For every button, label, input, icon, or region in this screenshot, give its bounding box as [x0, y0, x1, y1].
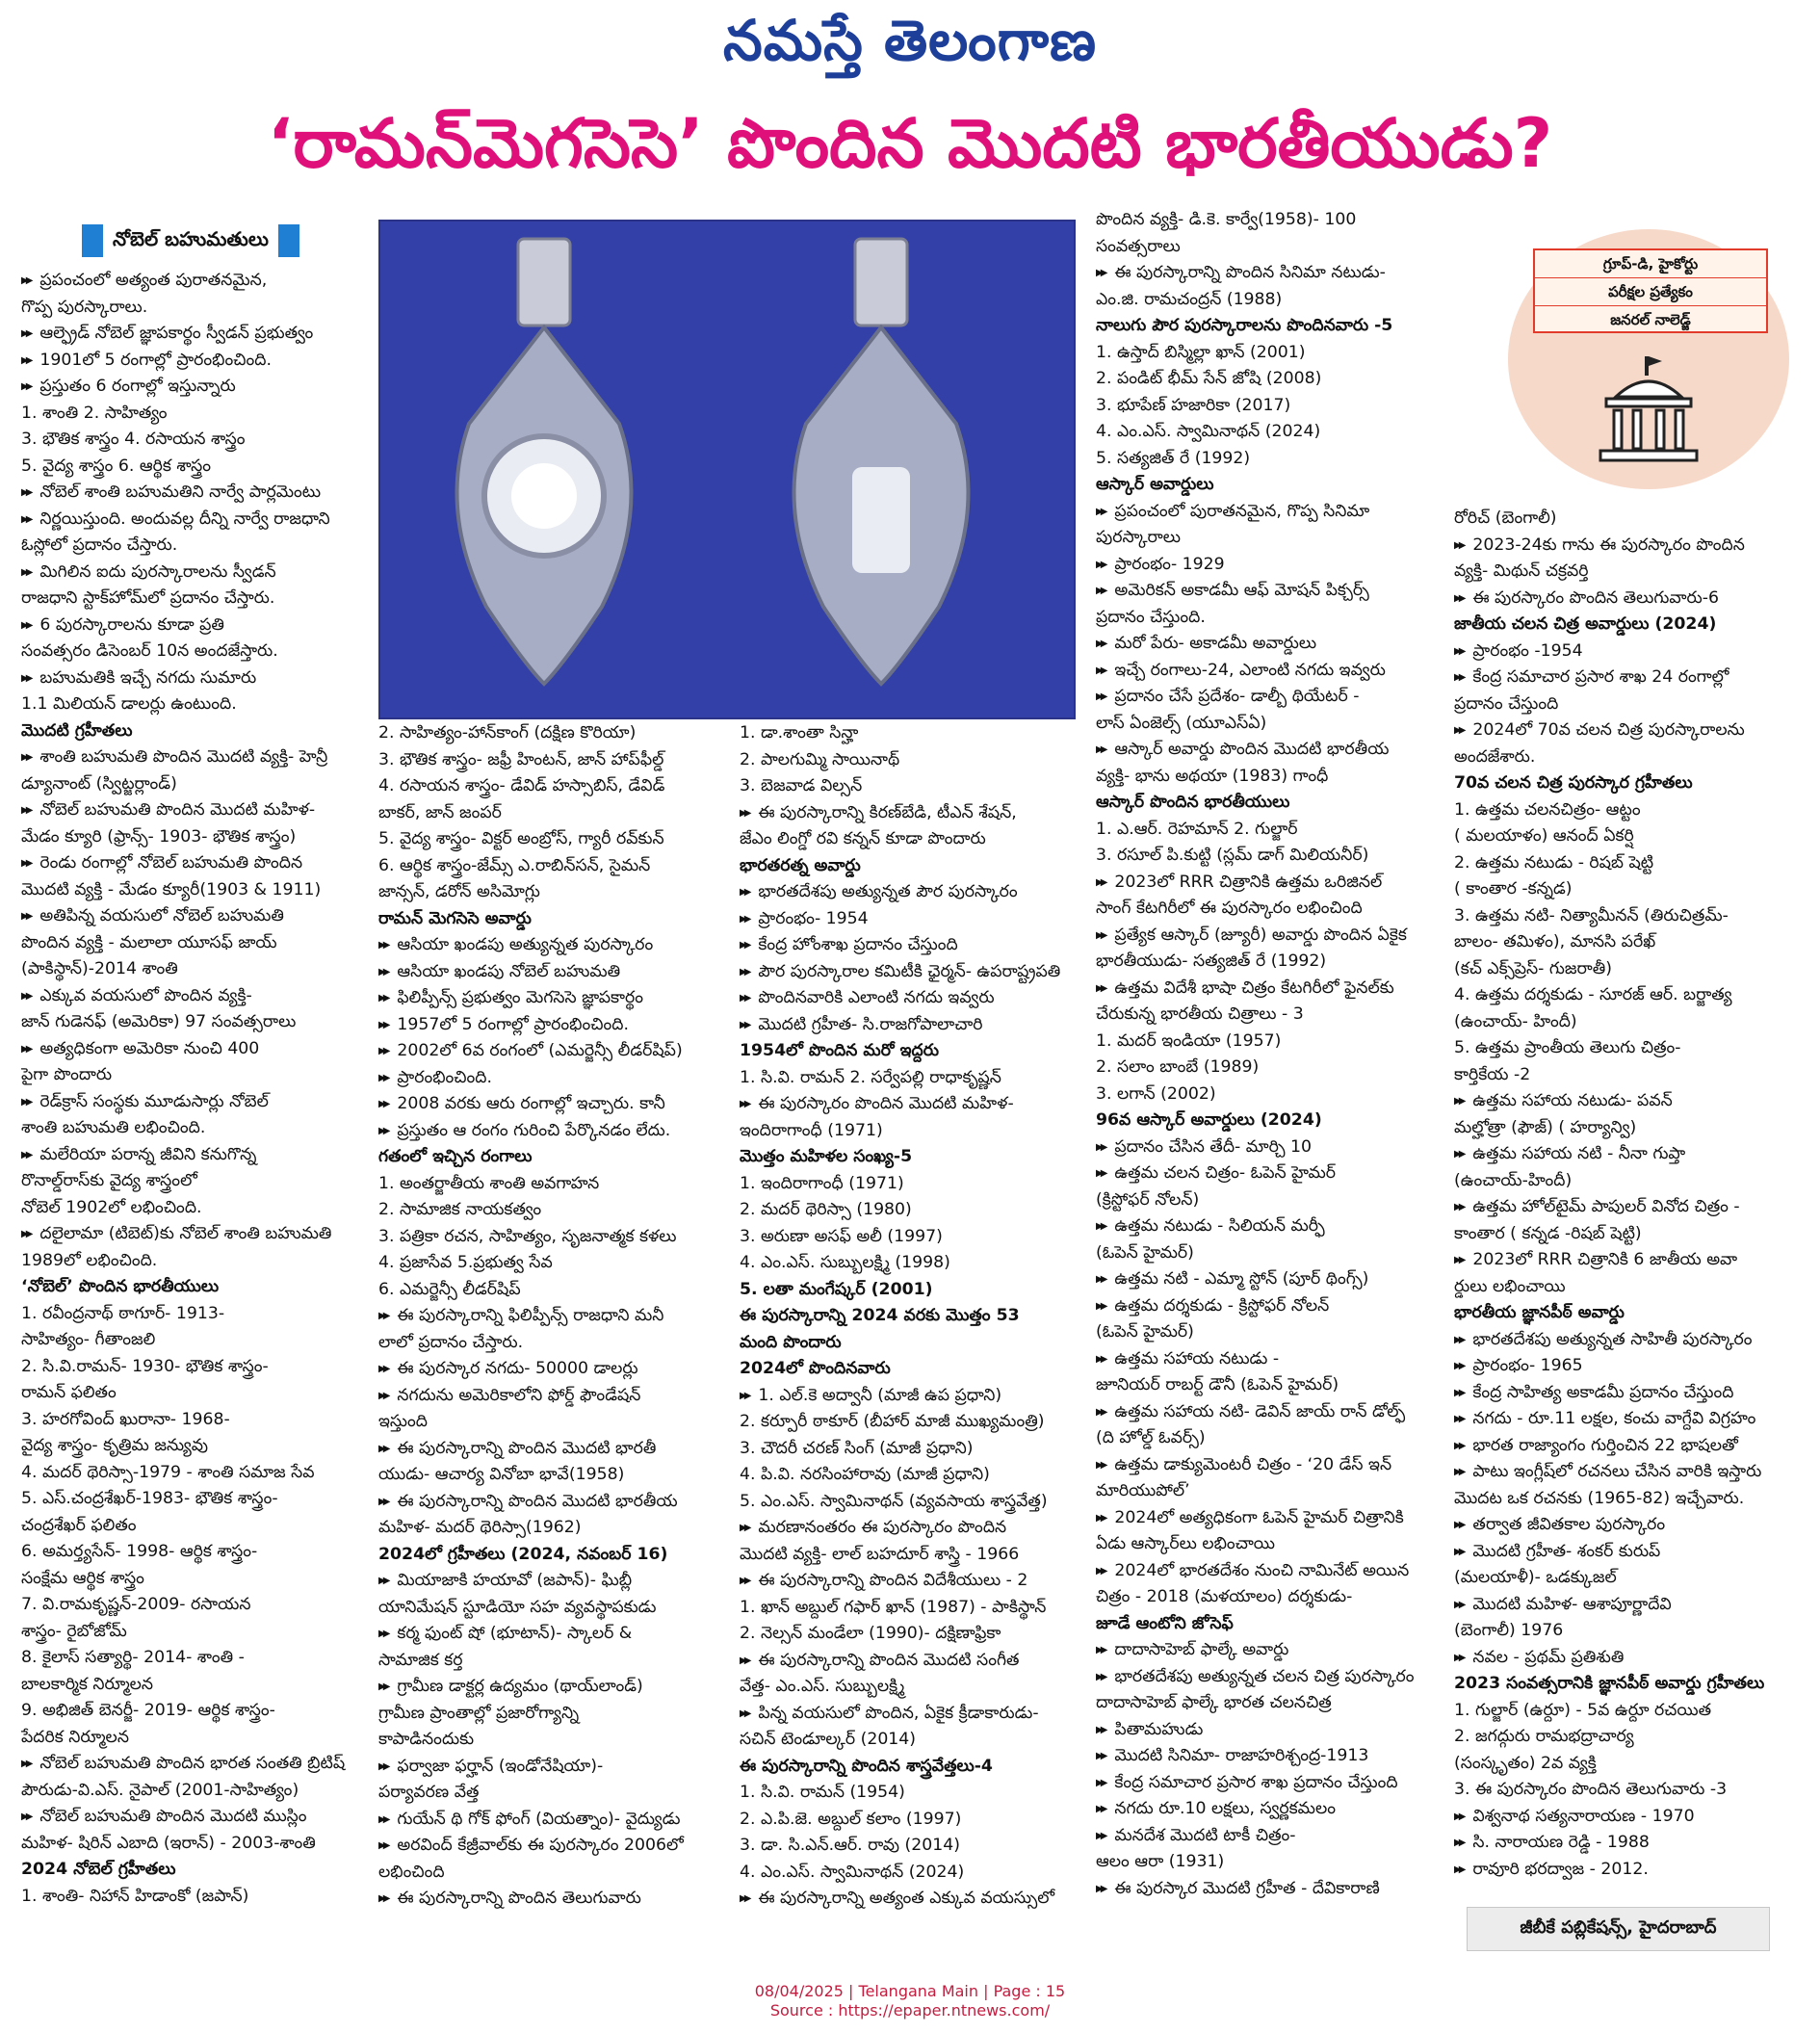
c3-line: 1. డా.శాంతా సిన్హా	[740, 723, 859, 743]
c4-line: ▶▶ దాదాసాహెబ్ ఫాల్కే అవార్డు	[1096, 1637, 1452, 1664]
c4-line: ఆలం ఆరా (1931)	[1096, 1852, 1225, 1871]
c1-line: ▶▶ నోబెల్ బహుమతి పొందిన మొదటి మహిళ-	[21, 797, 363, 824]
c2-line: 2024లో గ్రహీతలు (2024, నవంబర్ 16)	[378, 1544, 668, 1564]
c3-line: 4. ఎం.ఎస్. స్వామినాథన్ (2024)	[740, 1862, 965, 1882]
column-4	[1096, 207, 1452, 1902]
c1-line: సాహిత్యం- గీతాంజలి	[21, 1330, 156, 1349]
c3-line: 1. ఖాన్ అబ్దుల్ గఫార్ ఖాన్ (1987) - పాకిస్థాన్	[740, 1597, 1047, 1617]
c4-line: జూడే ఆంటోని జోసెఫ్	[1096, 1613, 1234, 1633]
c2-line: ▶▶ ఈ పురస్కారాన్ని ఫిలిప్పీన్స్ రాజధాని మనీ	[378, 1303, 740, 1330]
c5-line: ▶▶ కేంద్ర సాహిత్య అకాడమీ ప్రదానం చేస్తుంది	[1454, 1380, 1803, 1407]
c1-line: 1. శాంతి- నిహాన్ హిడాంకో (జపాన్)	[21, 1886, 249, 1906]
c3-line: 3. అరుణా అసఫ్ అలీ (1997)	[740, 1226, 943, 1246]
c5-line: 2. జగద్గురు రామభద్రాచార్య	[1454, 1727, 1634, 1746]
c3-line: ▶▶ ఈ పురస్కారం పొందిన మొదటి మహిళ-	[740, 1091, 1096, 1118]
c3-line: 3. డా. సి.ఎన్.ఆర్. రావు (2014)	[740, 1836, 961, 1855]
c5-line: ▶▶ నవల - ప్రథమ్ ప్రతిశుతి	[1454, 1645, 1803, 1672]
c4-line: దాదాసాహెబ్ ఫాల్కే భారత చలనచిత్ర	[1096, 1693, 1332, 1712]
c4-line: ▶▶ ఈ పురస్కార మొదటి గ్రహీత - దేవికారాణి	[1096, 1876, 1452, 1903]
c5-line: (కచ్ ఎక్స్‌ప్రెస్- గుజరాతీ)	[1454, 958, 1612, 978]
c5-line: ▶▶ రావూరి భరద్వాజ - 2012.	[1454, 1857, 1803, 1884]
c3-line: 5. లతా మంగేష్కర్ (2001)	[740, 1279, 933, 1299]
c4-line: జూనియర్ రాబర్ట్ డౌనీ (ఓపెన్ హైమర్)	[1096, 1375, 1339, 1394]
c5-line: ▶▶ సి. నారాయణ రెడ్డి - 1988	[1454, 1830, 1803, 1857]
c2-line: ▶▶ ఆసియా ఖండపు నోబెల్ బహుమతి	[378, 959, 740, 986]
c4-line: ▶▶ ఉత్తమ సహాయ నటి- డెవిన్ జాయ్ రాన్ డోల్ఫ్	[1096, 1399, 1452, 1426]
c4-line: చిత్రం - 2018 (మళయాలం) దర్శకుడు-	[1096, 1587, 1353, 1606]
c3-line: ▶▶ పిన్న వయసులో పొందిన, ఏకైక క్రీడాకారుడు-	[740, 1701, 1096, 1728]
c5-line: 4. ఉత్తమ దర్శకుడు - సూరజ్ ఆర్. బర్జాత్య	[1454, 985, 1732, 1004]
c5-line: ▶▶ ఈ పురస్కారం పొందిన తెలుగువారు-6	[1454, 586, 1803, 613]
c4-line: ▶▶ ప్రారంభం- 1929	[1096, 552, 1452, 579]
c3-line: ▶▶ ఈ పురస్కారాన్ని కిరణ్‌బేడి, టీఎన్ శేషన్,	[740, 800, 1096, 827]
c4-line: ▶▶ ఇచ్చే రంగాలు-24, ఎలాంటి నగదు ఇవ్వరు	[1096, 658, 1452, 685]
c1-line: పేదరిక నిర్మూలన	[21, 1727, 129, 1747]
c1-line: ‘నోబెల్’ పొందిన భారతీయులు	[21, 1277, 220, 1296]
c4-line: ▶▶ కేంద్ర సమాచార ప్రసార శాఖ ప్రదానం చేస్తుంది	[1096, 1770, 1452, 1797]
c2-line: ▶▶ ఈ పురస్కారాన్ని పొందిన తెలుగువారు	[378, 1886, 740, 1913]
c5-line: 3. ఉత్తమ నటి- నిత్యామీనన్ (తిరుచిత్రమ్-	[1454, 905, 1729, 925]
medals-illustration	[380, 222, 1074, 717]
c5-line: జాతీయ చలన చిత్ర అవార్డులు (2024)	[1454, 614, 1717, 634]
c3-line: మొదటి వ్యక్తి- లాల్ బహదూర్ శాస్త్రి - 1966	[740, 1544, 1020, 1564]
c5-line: (ఉంచాయ్- హిందీ)	[1454, 1011, 1577, 1031]
c5-line: ▶▶ ఉత్తమ హోల్‌టైమ్ పాపులర్ వినోద చిత్రం -	[1454, 1194, 1803, 1221]
c3-line: ఇందిరాగాంధీ (1971)	[740, 1120, 883, 1140]
c2-line: మహిళ- మదర్ థెరిస్సా(1962)	[378, 1518, 582, 1537]
c2-line: గ్రామీణ ప్రాంతాల్లో ప్రజారోగ్యాన్ని	[378, 1703, 580, 1723]
c1-line: ▶▶ ఆల్ఫ్రెడ్ నోబెల్ జ్ఞాపకార్థం స్వీడన్ ప్రభుత్వం	[21, 321, 363, 348]
c2-line: ▶▶ ప్రస్తుతం ఆ రంగం గురించి పేర్కొనడం లేదు.	[378, 1118, 740, 1145]
c5-line: (మలయాళీ)- ఒడక్కుజల్	[1454, 1568, 1617, 1587]
c5-line: రోరిచ్ (బెంగాలీ)	[1454, 508, 1557, 528]
c1-line: ▶▶ రెండు రంగాల్లో నోబెల్ బహుమతి పొందిన	[21, 850, 363, 877]
c2-line: బాకర్, జాన్ జంపర్	[378, 802, 502, 822]
c4-line: 3. లగాన్ (2002)	[1096, 1083, 1216, 1104]
c2-line: యుడు- ఆచార్య వినోబా భావే(1958)	[378, 1465, 625, 1484]
c2-line: ▶▶ మియాజాకి హయావో (జపాన్)- ఘిబ్లీ	[378, 1568, 740, 1595]
c1-line: ▶▶ అత్యధికంగా అమెరికా నుంచి 400	[21, 1036, 363, 1063]
c1-line: పైగా పొందారు	[21, 1065, 113, 1084]
c1-line: 1.1 మిలియన్ డాలర్లు ఉంటుంది.	[21, 694, 237, 714]
c4-line: ▶▶ ఈ పురస్కారాన్ని పొందిన సినిమా నటుడు-	[1096, 260, 1452, 287]
c4-line: పొందిన వ్యక్తి- డి.కె. కార్వే(1958)- 100	[1096, 210, 1357, 229]
c2-line: 1. అంతర్జాతీయ శాంతి అవగాహన	[378, 1173, 600, 1193]
c4-line: మారియుపోల్’	[1096, 1481, 1190, 1500]
c2-line: 2. సామాజిక నాయకత్వం	[378, 1200, 542, 1219]
c1-line: (పాకిస్థాన్)-2014 శాంతి	[21, 959, 178, 978]
c2-line: గతంలో ఇచ్చిన రంగాలు	[378, 1147, 533, 1166]
c1-line: ▶▶ నిర్ణయిస్తుంది. అందువల్ల దీన్ని నార్వే రాజధాని	[21, 507, 363, 534]
c4-line: 1. ఎ.ఆర్. రెహమాన్ 2. గుల్జార్	[1096, 819, 1298, 839]
c1-line: ▶▶ నోబెల్ శాంతి బహుమతిని నార్వే పార్లమెంటు	[21, 480, 363, 507]
c1-line: ▶▶ మలేరియా పరాన్న జీవిని కనుగొన్న	[21, 1142, 363, 1169]
c1-line: ▶▶ రెడ్‌క్రాస్ సంస్థకు మూడుసార్లు నోబెల్	[21, 1089, 363, 1116]
c2-line: ▶▶ ఈ పురస్కారాన్ని పొందిన మొదటి భారతీయ	[378, 1489, 740, 1516]
c5-line: మల్హోత్రా (ఫౌజ్) ( హర్యాన్వి)	[1454, 1117, 1637, 1137]
header-left-block	[82, 224, 103, 257]
c5-line: భారతీయ జ్ఞానపీఠ్ అవార్డు	[1454, 1303, 1625, 1322]
c1-line: ▶▶ నోబెల్ బహుమతి పొందిన మొదటి ముస్లిం	[21, 1804, 363, 1831]
c4-line: ▶▶ 2023లో RRR చిత్రానికి ఉత్తమ ఒరిజినల్	[1096, 870, 1452, 897]
publisher-credit: జీబీకే పబ్లికేషన్స్, హైదరాబాద్	[1467, 1907, 1770, 1951]
c1-line: 9. అభిజిత్ బెనర్జీ- 2019- ఆర్థిక శాస్త్రం-	[21, 1701, 275, 1720]
c5-line: ( మలయాళం) ఆనంద్ ఏకర్షి	[1454, 826, 1634, 846]
c1-line: 5. ఎస్.చంద్రశేఖర్-1983- భౌతిక శాస్త్రం-	[21, 1489, 278, 1508]
c4-line: ▶▶ ఉత్తమ నటుడు - సిలియన్ మర్ఫీ	[1096, 1213, 1452, 1240]
c5-line: (సంస్కృతం) 2వ వ్యక్తి	[1454, 1753, 1597, 1773]
c3-line: ఈ పురస్కారాన్ని 2024 వరకు మొత్తం 53	[740, 1306, 1020, 1325]
c4-line: (ఓపెన్ హైమర్)	[1096, 1322, 1194, 1342]
c5-line: ▶▶ 2024లో 70వ చలన చిత్ర పురస్కారాలను	[1454, 717, 1803, 744]
c5-line: కాంతార ( కన్నడ -రిషబ్ షెట్టి)	[1454, 1223, 1642, 1243]
c2-line: ▶▶ గుయేన్ థి గోక్ ఫోంగ్ (వియత్నాం)- వైద్యుడు	[378, 1807, 740, 1834]
c1-line: ▶▶ నోబెల్ బహుమతి పొందిన భారత సంతతి బ్రిటిష్	[21, 1751, 363, 1778]
c2-line: ▶▶ ఆసియా ఖండపు అత్యున్నత పురస్కారం	[378, 932, 740, 959]
badge-line-2: పరీక్షల ప్రత్యేకం	[1535, 278, 1766, 306]
c2-line: 6. ఎమర్జెన్సీ లీడర్‌షిప్	[378, 1279, 521, 1299]
c4-line: ▶▶ పితామహుడు	[1096, 1717, 1452, 1744]
c4-line: భారతీయుడు- సత్యజిత్ రే (1992)	[1096, 951, 1327, 971]
c2-line: లాలో ప్రదానం చేస్తారు.	[378, 1332, 524, 1352]
c4-line: ▶▶ ప్రపంచంలో పురాతనమైన, గొప్ప సినిమా	[1096, 499, 1452, 526]
c5-line: ▶▶ 2023లో RRR చిత్రానికి 6 జాతీయ అవా	[1454, 1247, 1803, 1274]
c5-line: మొదట ఒక రచనకు (1965-82) ఇచ్చేవారు.	[1454, 1488, 1745, 1508]
c4-line: ▶▶ ఉత్తమ విదేశీ భాషా చిత్రం కేటగిరీలో ఫైనల్‌కు	[1096, 976, 1452, 1003]
c1-line: ▶▶ శాంతి బహుమతి పొందిన మొదటి వ్యక్తి- హెన్రీ	[21, 744, 363, 771]
c1-line: 7. వి.రామకృష్ణన్-2009- రసాయన	[21, 1595, 251, 1614]
column-3	[740, 720, 1096, 1913]
c1-line: రొనాల్డ్‌రాస్‌కు వైద్య శాస్త్రంలో	[21, 1171, 197, 1190]
c2-line: యానిమేషన్ స్టూడియో సహ వ్యవస్థాపకుడు	[378, 1597, 657, 1617]
c3-line: 2. నెల్సన్ మండేలా (1990)- దక్షిణాఫ్రికా	[740, 1624, 1001, 1643]
c2-line: ▶▶ ఈ పురస్కార నగదు- 50000 డాలర్లు	[378, 1356, 740, 1383]
c2-line: జాన్సన్, డరోన్ అసిమోగ్లు	[378, 882, 540, 901]
c4-line: ▶▶ ఉత్తమ నటి - ఎమ్మా స్టోన్ (పూర్ థింగ్స్)	[1096, 1266, 1452, 1293]
c1-line: ▶▶ దలైలామా (టిబెట్)కు నోబెల్ శాంతి బహుమతి	[21, 1221, 363, 1248]
c3-line: ▶▶ కేంద్ర హోంశాఖ ప్రదానం చేస్తుంది	[740, 932, 1096, 959]
c4-line: 3. భూపేణ్ హజారికా (2017)	[1096, 395, 1291, 415]
c4-line: ఆస్కార్ పొందిన భారతీయులు	[1096, 793, 1290, 812]
c3-line: 1. సి.వి. రామన్ 2. సర్వేపల్లి రాధాకృష్ణన్	[740, 1067, 1001, 1087]
c4-line: ▶▶ మరో పేరు- అకాడమీ అవార్డులు	[1096, 631, 1452, 658]
c3-line: 3. బెజవాడ విల్సన్	[740, 776, 863, 795]
c4-line: చేరుకున్న భారతీయ చిత్రాలు - 3	[1096, 1004, 1304, 1024]
c2-line: 2. సాహిత్యం-హాన్‌కాంగ్ (దక్షిణ కొరియా)	[378, 723, 637, 743]
column-2	[378, 720, 740, 1913]
c2-line: పర్యావరణ వేత్త	[378, 1783, 480, 1802]
c1-line: నోబెల్ 1902లో లభించింది.	[21, 1197, 202, 1217]
masthead: నమస్తే తెలంగాణ	[723, 8, 1097, 73]
c1-line: సంక్షేమ ఆర్థిక శాస్త్రం	[21, 1568, 144, 1588]
c5-line: అందజేశారు.	[1454, 746, 1536, 767]
c3-line: 1. సి.వి. రామన్ (1954)	[740, 1783, 905, 1802]
c2-line: ▶▶ 2002లో 6వ రంగంలో (ఎమర్జెన్సీ లీడర్‌షిప్)	[378, 1038, 740, 1065]
c4-line: ▶▶ భారతదేశపు అత్యున్నత చలన చిత్ర పురస్కారం	[1096, 1664, 1452, 1691]
c3-line: 4. ఎం.ఎస్. సుబ్బులక్ష్మి (1998)	[740, 1253, 950, 1272]
footer-source: Source : https://epaper.ntnews.com/	[769, 2001, 1051, 2020]
c5-line: ▶▶ పాటు ఇంగ్లీష్‌లో రచనలు చేసిన వారికి ఇస్తారు	[1454, 1459, 1803, 1486]
c1-line: 8. కైలాస్ సత్యార్థి- 2014- శాంతి -	[21, 1648, 245, 1667]
c2-line: ▶▶ ఫిలిప్పీన్స్ ప్రభుత్వం మెగసెసె జ్ఞాపకార్థం	[378, 985, 740, 1012]
c1-line: మొదటి గ్రహీతలు	[21, 720, 133, 741]
c5-line: కార్తికేయ -2	[1454, 1064, 1531, 1084]
c5-line: 70వ చలన చిత్ర పురస్కార గ్రహీతలు	[1454, 773, 1693, 793]
c3-line: 5. ఎం.ఎస్. స్వామినాథన్ (వ్యవసాయ శాస్త్రవేత్త)	[740, 1491, 1048, 1511]
c4-line: 2. పండిట్ భీమ్ సేన్ జోషి (2008)	[1096, 369, 1322, 388]
c5-line: వ్యక్తి- మిథున్ చక్రవర్తి	[1454, 561, 1589, 581]
badge-line-3: జనరల్ నాలెడ్జ్	[1610, 311, 1691, 328]
c5-line: ▶▶ భారత రాజ్యాంగం గుర్తించిన 22 భాషలతో	[1454, 1433, 1803, 1460]
c5-line: 2. ఉత్తమ నటుడు - రిషబ్ షెట్టి	[1454, 852, 1654, 873]
c1-line: ▶▶ ప్రస్తుతం 6 రంగాల్లో ఇస్తున్నారు	[21, 374, 363, 401]
page-footer	[0, 1982, 1820, 2020]
c4-line: సాంగ్ కేటగిరీలో ఈ పురస్కారం లభించింది	[1096, 899, 1363, 918]
c1-line: రాజధాని స్టాక్‌హోమ్‌లో ప్రదానం చేస్తారు.	[21, 588, 275, 608]
c1-line: 1. శాంతి 2. సాహిత్యం	[21, 403, 168, 423]
c4-line: ▶▶ ప్రదానం చేసిన తేదీ- మార్చి 10	[1096, 1134, 1452, 1161]
c4-line: ▶▶ అమెరికన్ అకాడమీ ఆఫ్ మోషన్ పిక్చర్స్	[1096, 578, 1452, 605]
c1-line: ▶▶ అతిపిన్న వయసులో నోబెల్ బహుమతి	[21, 903, 363, 930]
c3-line: ఈ పురస్కారాన్ని పొందిన శాస్త్రవేత్తలు-4	[740, 1756, 993, 1776]
c1-line: జాన్ గుడెనఫ్ (అమెరికా) 97 సంవత్సరాలు	[21, 1012, 297, 1031]
c2-line: 4. రసాయన శాస్త్రం- డేవిడ్ హస్సాబిస్, డేవిడ్	[378, 776, 665, 795]
c2-line: ▶▶ 1957లో 5 రంగాల్లో ప్రారంభించింది.	[378, 1012, 740, 1039]
c2-line: 6. ఆర్థిక శాస్త్రం-జేమ్స్ ఎ.రాబిన్‌సన్, సైమన్	[378, 855, 651, 875]
c1-line: 1989లో లభించింది.	[21, 1250, 158, 1270]
c5-line: 1. గుల్జార్ (ఉర్దూ) - 5వ ఉర్దూ రచయిత	[1454, 1700, 1712, 1720]
c3-line: భారతరత్న అవార్డు	[740, 855, 861, 875]
c5-line: ▶▶ ఉత్తమ సహాయ నటుడు- పవన్	[1454, 1088, 1803, 1115]
c1-line: మేడం క్యూరి (ఫ్రాన్స్- 1903- భౌతిక శాస్త్రం)	[21, 826, 297, 847]
c4-line: 1. మదర్ ఇండియా (1957)	[1096, 1030, 1282, 1051]
c4-line: ▶▶ ఉత్తమ చలన చిత్రం- ఓపెన్ హైమర్	[1096, 1160, 1452, 1187]
c3-line: 4. పి.వి. నరసింహారావు (మాజీ ప్రధాని)	[740, 1465, 990, 1484]
c5-line: ర్డులు లభించాయి	[1454, 1276, 1566, 1296]
c4-line: (ఓపెన్ హైమర్)	[1096, 1242, 1194, 1263]
c5-line: ▶▶ భారతదేశపు అత్యున్నత సాహితీ పురస్కారం	[1454, 1327, 1803, 1354]
c5-line: (బెంగాలీ) 1976	[1454, 1621, 1564, 1640]
c2-line: ▶▶ ఈ పురస్కారాన్ని పొందిన మొదటి భారతీ	[378, 1436, 740, 1463]
c4-line: లాస్ ఏంజెల్స్ (యూఎస్ఏ)	[1096, 713, 1267, 733]
c1-line: 3. భౌతిక శాస్త్రం 4. రసాయన శాస్త్రం	[21, 430, 246, 449]
c1-line: డ్యూనాంట్ (స్విట్జర్లాండ్)	[21, 773, 177, 794]
c3-line: సచిన్ టెండూల్కర్ (2014)	[740, 1730, 917, 1749]
c2-line: 4. ప్రజాసేవ 5.ప్రభుత్వ సేవ	[378, 1253, 553, 1272]
c4-line: ▶▶ ప్రత్యేక ఆస్కార్ (జ్యూరీ) అవార్డు పొందిన ఏకైక	[1096, 923, 1452, 950]
c3-line: ▶▶ మరణానంతరం ఈ పురస్కారం పొందిన	[740, 1515, 1096, 1542]
c3-line: ▶▶ 1. ఎల్.కె అద్వానీ (మాజీ ఉప ప్రధాని)	[740, 1383, 1096, 1410]
c4-line: (క్రిస్టోఫర్ నోలన్)	[1096, 1189, 1200, 1210]
c1-line: పౌరుడు-వి.ఎస్. నైపాల్ (2001-సాహిత్యం)	[21, 1780, 299, 1800]
c2-line: ▶▶ కర్మ ఫుంట్ షో (భూటాన్)- స్కాలర్ &	[378, 1621, 740, 1648]
c1-line: మహిళ- షిరిన్ ఎబాది (ఇరాన్) - 2003-శాంతి	[21, 1833, 316, 1853]
c5-line: బాలం- తమిళం), మానసి పరేఖ్	[1454, 932, 1656, 951]
c5-line: ▶▶ 2023-24కు గాను ఈ పురస్కారం పొందిన	[1454, 533, 1803, 560]
c4-line: 3. రసూల్ పి.కుట్టి (స్లమ్ డాగ్ మిలియనీర్)	[1096, 846, 1369, 865]
c5-line: ▶▶ ఉత్తమ సహాయ నటి - నీనా గుప్తా	[1454, 1141, 1803, 1168]
c5-line: ▶▶ కేంద్ర సమాచార ప్రసార శాఖ 24 రంగాల్లో	[1454, 665, 1803, 691]
bharat-ratna-medals-image	[378, 220, 1076, 719]
c4-line: 2. సలాం బాంబే (1989)	[1096, 1057, 1260, 1077]
c3-line: ▶▶ ఈ పురస్కారాన్ని పొందిన విదేశీయులు - 2	[740, 1568, 1096, 1595]
c1-line: చంద్రశేఖర్ ఫలితం	[21, 1515, 137, 1535]
c4-line: ▶▶ ఉత్తమ డాక్యుమెంటరీ చిత్రం - ‘20 డేస్ ఇన్	[1096, 1452, 1452, 1479]
c1-line: ▶▶ 1901లో 5 రంగాల్లో ప్రారంభించింది.	[21, 348, 363, 375]
c4-line: వ్యక్తి- భాను అథయా (1983) గాంధీ	[1096, 766, 1329, 786]
c2-line: 3. పత్రికా రచన, సాహిత్యం, సృజనాత్మక కళలు	[378, 1226, 677, 1246]
c3-line: 2. పాలగుమ్మి సాయినాథ్	[740, 749, 900, 769]
c1-line: వైద్య శాస్త్రం- కృత్రిమ జన్యువు	[21, 1436, 209, 1455]
c1-line: ▶▶ బహుమతికి ఇచ్చే నగదు సుమారు	[21, 665, 363, 692]
c1-line: పొందిన వ్యక్తి - మలాలా యూసఫ్ జాయ్	[21, 932, 277, 952]
c3-line: 2. ఎ.పి.జె. అబ్దుల్ కలాం (1997)	[740, 1809, 962, 1829]
c3-line: ▶▶ పొందినవారికి ఎలాంటి నగదు ఇవ్వరు	[740, 985, 1096, 1012]
c2-line: ▶▶ గ్రామీణ డాక్టర్ల ఉద్యమం (థాయ్‌లాండ్)	[378, 1674, 740, 1701]
c4-line: ▶▶ నగదు రూ.10 లక్షలు, స్వర్ణకమలం	[1096, 1796, 1452, 1823]
c4-line: ▶▶ 2024లో భారతదేశం నుంచి నామినేట్ అయిన	[1096, 1558, 1452, 1585]
c3-line: జేఎం లింగ్డో రవి కన్నన్ కూడా పొందారు	[740, 829, 986, 848]
c4-line: నాలుగు పౌర పురస్కారాలను పొందినవారు -5	[1096, 316, 1393, 335]
footer-date-page: 08/04/2025 | Telangana Main | Page : 15	[754, 1982, 1066, 2000]
c5-line: 5. ఉత్తమ ప్రాంతీయ తెలుగు చిత్రం-	[1454, 1038, 1681, 1057]
c1-line: గొప్ప పురస్కారాలు.	[21, 297, 148, 317]
c3-line: 1954లో పొందిన మరో ఇద్దరు	[740, 1041, 939, 1060]
c2-line: ▶▶ 2008 వరకు ఆరు రంగాల్లో ఇచ్చారు. కానీ	[378, 1091, 740, 1118]
exam-special-label	[1533, 248, 1768, 333]
c4-line: 5. సత్యజిత్ రే (1992)	[1096, 448, 1251, 468]
section-header-label: నోబెల్ బహుమతులు	[113, 226, 269, 250]
c5-line: 2023 సంవత్సరానికి జ్ఞానపీఠ్ అవార్డు గ్రహీతలు	[1454, 1674, 1765, 1693]
c1-line: 5. వైద్య శాస్త్రం 6. ఆర్థిక శాస్త్రం	[21, 456, 211, 476]
column-1	[21, 268, 363, 1910]
c2-line: ▶▶ నగదును అమెరికాలోని ఫోర్డ్ ఫౌండేషన్	[378, 1383, 740, 1410]
c3-line: ▶▶ ఈ పురస్కారాన్ని పొందిన మొదటి సంగీత	[740, 1648, 1096, 1675]
c4-line: ▶▶ ఉత్తమ దర్శకుడు - క్రిస్టోఫర్ నోలన్	[1096, 1293, 1452, 1320]
c2-line: ▶▶ ఫర్వాజా ఫర్హాన్ (ఇండోనేషియా)-	[378, 1754, 740, 1781]
c3-line: 2. మదర్ థెరిస్సా (1980)	[740, 1200, 912, 1219]
c2-line: ▶▶ అరవింద్ కేజ్రీవాల్‌కు ఈ పురస్కారం 2006లో	[378, 1833, 740, 1860]
c1-line: బాలకార్మిక నిర్మూలన	[21, 1674, 154, 1694]
c4-line: ▶▶ మొదటి సినిమా- రాజాహరిశ్చంద్ర-1913	[1096, 1743, 1452, 1770]
c4-line: ▶▶ ఆస్కార్ అవార్డు పొందిన మొదటి భారతీయ	[1096, 737, 1452, 764]
c1-line: 4. మదర్ థెరిస్సా-1979 - శాంతి సమాజ సేవ	[21, 1462, 315, 1482]
c1-line: ▶▶ ప్రపంచంలో అత్యంత పురాతనమైన,	[21, 268, 363, 295]
c4-line: ఎం.జి. రామచంద్రన్ (1988)	[1096, 289, 1283, 309]
c4-line: 4. ఎం.ఎస్. స్వామినాథన్ (2024)	[1096, 422, 1321, 441]
c3-line: ▶▶ పౌర పురస్కారాల కమిటీకి ఛైర్మన్- ఉపరాష్ట్రపతి	[740, 959, 1096, 986]
c1-line: 6. అమర్త్యసేన్- 1998- ఆర్థిక శాస్త్రం-	[21, 1542, 258, 1561]
c2-line: 3. భౌతిక శాస్త్రం- జఫ్రీ హింటన్, జాన్ హాప్‌ఫీల్డ్	[378, 749, 664, 769]
c2-line: రామన్ మెగసెసె అవార్డు	[378, 908, 532, 928]
header-right-block	[278, 224, 299, 257]
c4-line: పురస్కారాలు	[1096, 528, 1181, 547]
c1-line: ▶▶ మిగిలిన ఐదు పురస్కారాలను స్వీడన్	[21, 560, 363, 586]
c5-line: (ఉంచాయ్-హిందీ)	[1454, 1170, 1573, 1190]
c1-line: ఓస్లోలో ప్రదానం చేస్తారు.	[21, 535, 178, 555]
column-5	[1454, 506, 1803, 1883]
c5-line: ప్రదానం చేస్తుంది	[1454, 693, 1559, 714]
c5-line: ▶▶ ప్రారంభం- 1965	[1454, 1353, 1803, 1380]
c4-line: ఏడు ఆస్కార్‌లు లభించాయి	[1096, 1534, 1275, 1553]
c1-line: 1. రవీంద్రనాథ్ ఠాగూర్- 1913-	[21, 1303, 225, 1323]
c1-line: మొదటి వ్యక్తి - మేడం క్యూరీ(1903 & 1911)	[21, 879, 322, 899]
c3-line: 2. కర్పూరీ ఠాకూర్ (బీహార్ మాజీ ముఖ్యమంత్రి)	[740, 1412, 1045, 1431]
c5-line: ( కాంతార -కన్నడ)	[1454, 879, 1573, 899]
c2-line: లభించింది	[378, 1862, 445, 1882]
c5-line: 3. ఈ పురస్కారం పొందిన తెలుగువారు -3	[1454, 1780, 1728, 1799]
c2-line: ▶▶ ప్రారంభించింది.	[378, 1065, 740, 1092]
c1-line: 2024 నోబెల్ గ్రహీతలు	[21, 1860, 176, 1879]
c2-line: ఇస్తుంది	[378, 1412, 428, 1431]
c1-line: ▶▶ ఎక్కువ వయసులో పొందిన వ్యక్తి-	[21, 983, 363, 1010]
c3-line: ▶▶ మొదటి గ్రహీత- సి.రాజగోపాలాచారి	[740, 1012, 1096, 1039]
c5-line: ▶▶ మొదటి గ్రహీత- శంకర్ కురుప్	[1454, 1539, 1803, 1566]
c5-line: ▶▶ విశ్వనాథ సత్యనారాయణ - 1970	[1454, 1804, 1803, 1831]
c1-line: సంవత్సరం డిసెంబర్ 10న అందజేస్తారు.	[21, 641, 278, 661]
c3-line: ▶▶ ప్రారంభం- 1954	[740, 906, 1096, 933]
building-icon	[1593, 352, 1704, 466]
c1-line: శాస్త్రం- రైబోజోమ్	[21, 1621, 127, 1641]
c4-line: (ది హోల్డ్ ఓవర్స్)	[1096, 1428, 1206, 1447]
c3-line: ▶▶ భారతదేశపు అత్యున్నత పౌర పురస్కారం	[740, 879, 1096, 906]
c4-line: ▶▶ ప్రదానం చేసే ప్రదేశం- డాల్బీ థియేటర్ -	[1096, 684, 1452, 711]
c4-line: ప్రదానం చేస్తుంది.	[1096, 607, 1206, 627]
c4-line: ▶▶ ఉత్తమ సహాయ నటుడు -	[1096, 1346, 1452, 1373]
c5-line: ▶▶ ప్రారంభం -1954	[1454, 639, 1803, 665]
c3-line: మంది పొందారు	[740, 1332, 842, 1352]
c4-line: సంవత్సరాలు	[1096, 236, 1181, 256]
badge-line-1: గ్రూప్-డి, హైకోర్టు	[1535, 250, 1766, 278]
c3-line: 3. చౌదరీ చరణ్ సింగ్ (మాజీ ప్రధాని)	[740, 1438, 974, 1458]
c4-line: ▶▶ 2024లో అత్యధికంగా ఓపెన్ హైమర్ చిత్రానికి	[1096, 1505, 1452, 1532]
headline: ‘రామన్‌మెగసెసె’ పొందిన మొదటి భారతీయుడు?	[267, 104, 1553, 183]
c1-line: ▶▶ 6 పురస్కారాలను కూడా ప్రతి	[21, 613, 363, 639]
c1-line: రామన్ ఫలితం	[21, 1383, 117, 1402]
c3-line: 2024లో పొందినవారు	[740, 1359, 891, 1378]
c4-line: ఆస్కార్ అవార్డులు	[1096, 475, 1214, 494]
c1-line: 2. సి.వి.రామన్- 1930- భౌతిక శాస్త్రం-	[21, 1356, 269, 1376]
c5-line: ▶▶ తర్వాత జీవితకాల పురస్కారం	[1454, 1512, 1803, 1539]
c1-line: శాంతి బహుమతి లభించింది.	[21, 1118, 206, 1137]
c4-line: 96వ ఆస్కార్ అవార్డులు (2024)	[1096, 1110, 1322, 1130]
c4-line: 1. ఉస్తాద్ బిస్మిల్లా ఖాన్ (2001)	[1096, 342, 1306, 362]
c5-line: ▶▶ నగదు - రూ.11 లక్షల, కంచు వాగ్దేవి విగ్రహం	[1454, 1406, 1803, 1433]
c1-line: 3. హరగోవింద్ ఖురానా- 1968-	[21, 1409, 230, 1429]
section-header	[27, 222, 354, 260]
c2-line: 5. వైద్య శాస్త్రం- విక్టర్ అంబ్రోస్, గ్యారీ రవ్‌కున్	[378, 829, 664, 848]
c3-line: 1. ఇందిరాగాంధీ (1971)	[740, 1173, 904, 1193]
c2-line: కాపాడినందుకు	[378, 1730, 475, 1749]
c3-line: వేత్త- ఎం.ఎస్. సుబ్బులక్ష్మి	[740, 1677, 905, 1696]
c5-line: 1. ఉత్తమ చలనచిత్రం- ఆట్టం	[1454, 799, 1641, 820]
c3-line: ▶▶ ఈ పురస్కారాన్ని అత్యంత ఎక్కువ వయస్సులో	[740, 1886, 1096, 1913]
c2-line: సామాజిక కర్త	[378, 1650, 463, 1670]
c3-line: మొత్తం మహిళల సంఖ్య-5	[740, 1147, 913, 1166]
c4-line: ▶▶ మనదేశ మొదటి టాకీ చిత్రం-	[1096, 1823, 1452, 1850]
c5-line: ▶▶ మొదటి మహిళ- ఆశాపూర్ణాదేవి	[1454, 1592, 1803, 1619]
